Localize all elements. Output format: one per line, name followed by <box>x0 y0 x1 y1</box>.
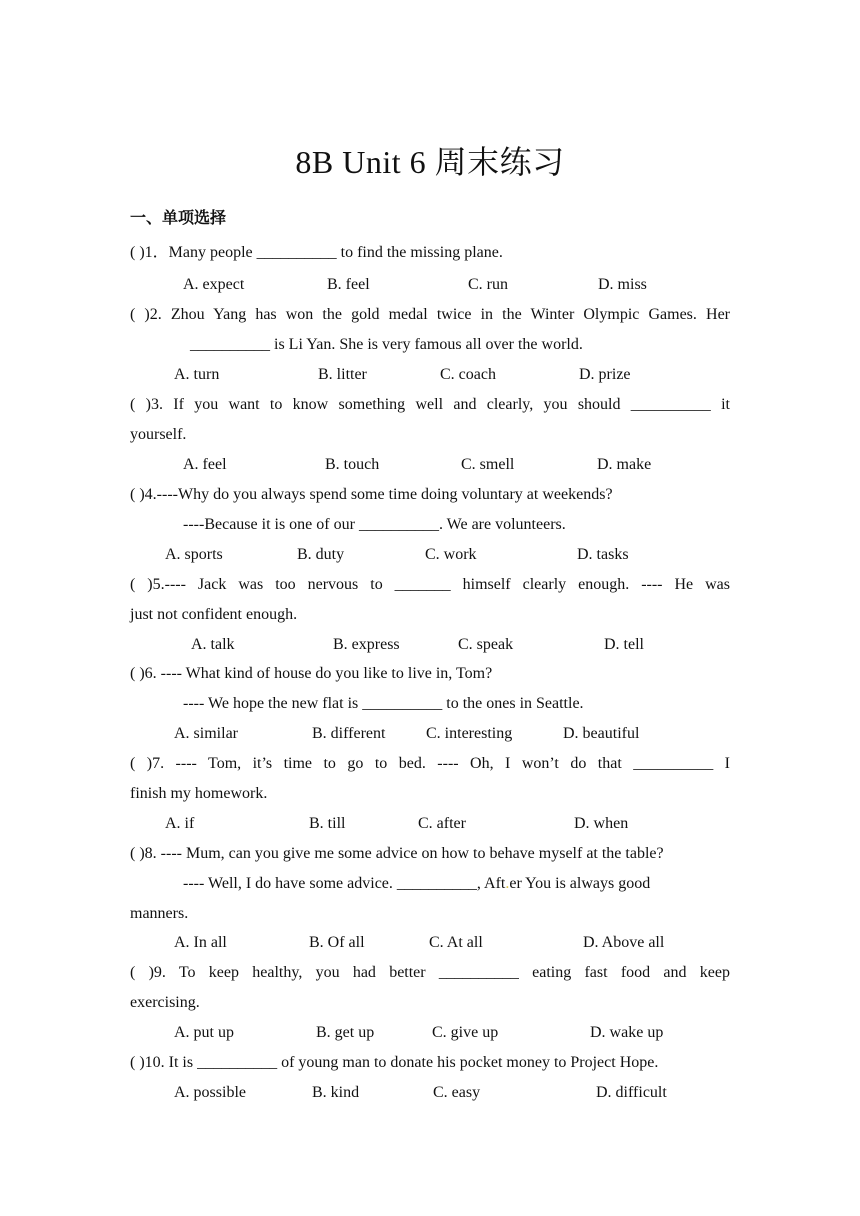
q3-option-b: B. touch <box>325 456 380 473</box>
q7-option-d: D. when <box>574 815 629 832</box>
highlight-dot-icon: . <box>505 875 510 892</box>
q6-option-c: C. interesting <box>426 725 513 742</box>
question-3-stem-cont: yourself. <box>130 426 187 443</box>
q2-option-a: A. turn <box>174 366 220 383</box>
q5-option-b: B. express <box>333 636 400 653</box>
question-6-stem-cont: ---- We hope the new flat is __________ to the ones in Seattle. <box>183 695 584 712</box>
q5-option-c: C. speak <box>458 636 514 653</box>
q1-option-c: C. run <box>468 276 508 293</box>
q7-option-b: B. till <box>309 815 346 832</box>
q9-option-a: A. put up <box>174 1024 234 1041</box>
q7-option-a: A. if <box>165 815 195 832</box>
question-2-stem: ( )2. Zhou Yang has won the gold medal twice in the Winter Olympic Games. Her <box>130 306 730 323</box>
q4-option-c: C. work <box>425 546 477 563</box>
question-9-stem: ( )9. To keep healthy, you had better __________ eating fast food and keep <box>130 964 730 981</box>
q3-option-c: C. smell <box>461 456 515 473</box>
q4-option-d: D. tasks <box>577 546 629 563</box>
question-2-stem-cont: __________ is Li Yan. She is very famous all over the world. <box>190 336 583 353</box>
q5-option-d: D. tell <box>604 636 644 653</box>
q8-option-a: A. In all <box>174 934 227 951</box>
q3-option-a: A. feel <box>183 456 227 473</box>
q2-option-d: D. prize <box>579 366 631 383</box>
question-7-stem: ( )7. ---- Tom, it’s time to go to bed. ---- Oh, I won’t do that __________ I <box>130 755 730 772</box>
q8-option-b: B. Of all <box>309 934 365 951</box>
question-8-stem: ( )8. ---- Mum, can you give me some advice on how to behave myself at the table? <box>130 845 664 862</box>
q6-option-b: B. different <box>312 725 386 742</box>
q9-option-d: D. wake up <box>590 1024 664 1041</box>
q5-option-a: A. talk <box>191 636 235 653</box>
question-4-stem: ( )4.----Why do you always spend some time doing voluntary at weekends? <box>130 486 613 503</box>
q6-option-a: A. similar <box>174 725 238 742</box>
question-5-stem: ( )5.---- Jack was too nervous to _______ himself clearly enough. ---- He was <box>130 576 730 593</box>
q8-option-c: C. At all <box>429 934 483 951</box>
q9-option-c: C. give up <box>432 1024 499 1041</box>
question-8-stem-cont-2: manners. <box>130 905 189 922</box>
q1-option-d: D. miss <box>598 276 647 293</box>
q4-option-b: B. duty <box>297 546 345 563</box>
question-7-stem-cont: finish my homework. <box>130 785 268 802</box>
q10-option-d: D. difficult <box>596 1084 667 1101</box>
question-6-stem: ( )6. ---- What kind of house do you like to live in, Tom? <box>130 665 493 682</box>
question-3-stem: ( )3. If you want to know something well and clearly, you should __________ it <box>130 396 730 413</box>
question-10-stem: ( )10. It is __________ of young man to donate his pocket money to Project Hope. <box>130 1054 659 1071</box>
question-4-stem-cont: ----Because it is one of our __________. We are volunteers. <box>183 516 566 533</box>
question-8-stem-part-1: ---- Well, I do have some advice. __________, Aft.er You is always good <box>183 875 651 892</box>
section-heading: 一、单项选择 <box>130 208 227 227</box>
q3-option-d: D. make <box>597 456 652 473</box>
q1-option-a: A. expect <box>183 276 245 293</box>
question-5-stem-cont: just not confident enough. <box>130 606 298 623</box>
question-1-stem: ( )1．Many people __________ to find the missing plane. <box>130 244 503 261</box>
q9-option-b: B. get up <box>316 1024 375 1041</box>
q2-option-b: B. litter <box>318 366 367 383</box>
q10-option-a: A. possible <box>174 1084 246 1101</box>
q2-option-c: C. coach <box>440 366 496 383</box>
q10-option-c: C. easy <box>433 1084 481 1101</box>
q4-option-a: A. sports <box>165 546 223 563</box>
q1-option-b: B. feel <box>327 276 370 293</box>
q6-option-d: D. beautiful <box>563 725 640 742</box>
question-9-stem-cont: exercising. <box>130 994 200 1011</box>
q7-option-c: C. after <box>418 815 466 832</box>
q8-option-d: D. Above all <box>583 934 665 951</box>
question-8-stem-cont <box>183 872 730 896</box>
page-title: 8B Unit 6 周末练习 <box>295 144 565 180</box>
q10-option-b: B. kind <box>312 1084 360 1101</box>
